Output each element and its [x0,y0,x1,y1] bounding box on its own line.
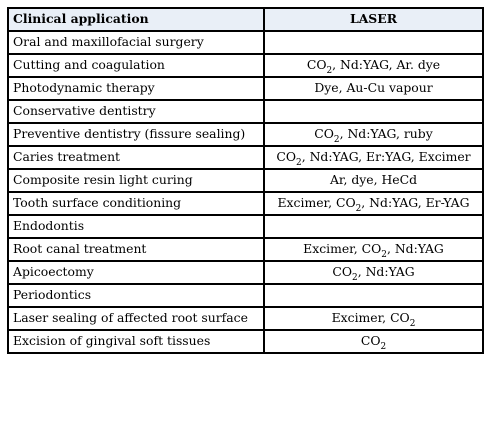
application-cell: Excision of gingival soft tissues [8,330,264,353]
column-header-application: Clinical application [8,8,264,31]
table-row [8,54,483,77]
application-cell: Tooth surface conditioning [8,192,264,215]
table-row [8,215,483,238]
application-cell: Preventive dentistry (fissure sealing) [8,123,264,146]
application-cell: Oral and maxillofacial surgery [8,31,264,54]
application-cell: Periodontics [8,284,264,307]
laser-cell: $CO_2$, Nd:YAG, Ar. dye [264,54,483,77]
application-cell: Composite resin light curing [8,169,264,192]
laser-applications-table [7,7,484,354]
application-cell: Apicoectomy [8,261,264,284]
laser-cell: Excimer, $CO_2$, Nd:YAG [264,238,483,261]
table-row [8,100,483,123]
application-cell: Endodontis [8,215,264,238]
table-row [8,77,483,100]
laser-cell: $CO_2$, Nd:YAG, ruby [264,123,483,146]
laser-cell: Ar, dye, HeCd [264,169,483,192]
laser-cell [264,100,483,123]
table-row [8,261,483,284]
table-row [8,330,483,353]
column-header-laser: LASER [264,8,483,31]
table-body [8,31,483,353]
table-row [8,146,483,169]
application-cell: Caries treatment [8,146,264,169]
laser-cell: $CO_2$, Nd:YAG, Er:YAG, Excimer [264,146,483,169]
laser-cell: Dye, Au-Cu vapour [264,77,483,100]
laser-cell [264,284,483,307]
table-row [8,284,483,307]
application-cell: Photodynamic therapy [8,77,264,100]
laser-cell: Excimer, $CO_2$, Nd:YAG, Er-YAG [264,192,483,215]
application-cell: Root canal treatment [8,238,264,261]
table-row [8,123,483,146]
table-row [8,169,483,192]
laser-cell: $CO_2$ [264,330,483,353]
header-row [8,8,483,31]
laser-cell [264,31,483,54]
application-cell: Cutting and coagulation [8,54,264,77]
table-row [8,238,483,261]
application-cell: Conservative dentistry [8,100,264,123]
laser-cell: $CO_2$, Nd:YAG [264,261,483,284]
laser-cell: Excimer, $CO_2$ [264,307,483,330]
laser-cell [264,215,483,238]
application-cell: Laser sealing of affected root surface [8,307,264,330]
table-row [8,31,483,54]
table-row [8,192,483,215]
table-row [8,307,483,330]
